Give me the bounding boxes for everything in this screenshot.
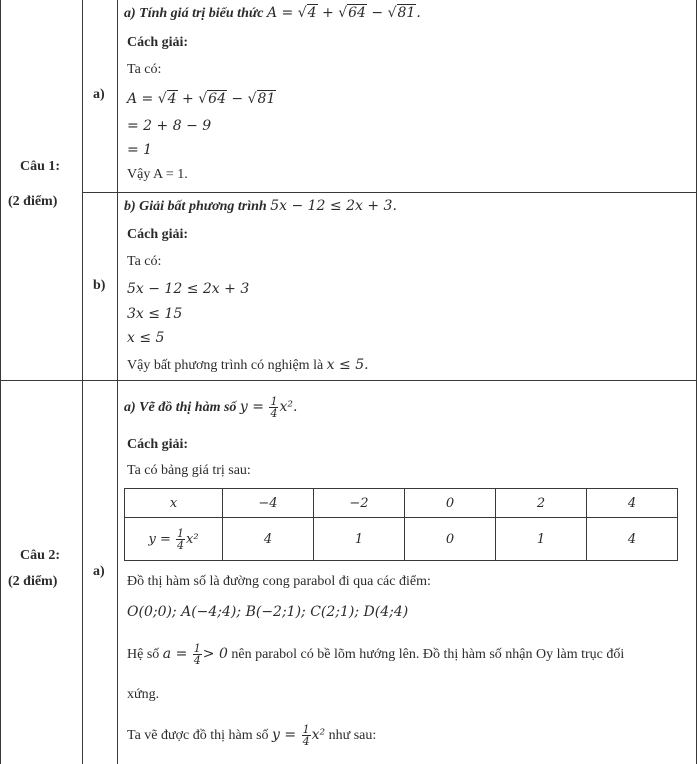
q1a-conclusion: Vậy A = 1. [127, 167, 188, 182]
value-table-cell: 1 [314, 518, 405, 561]
q2a-draw-line: Ta vẽ được đồ thị hàm số y = $\frac{1}{4}$ x² như sau: [127, 722, 377, 748]
q1-label: Câu 1: [20, 159, 61, 174]
q1b-part-label: b) [93, 278, 106, 293]
column-divider-1 [82, 0, 83, 764]
q1-points: (2 điểm) [8, 194, 58, 209]
q1a-step2: = 2 + 8 − 9 [127, 118, 212, 134]
q1a-part-label: a) [93, 87, 105, 102]
q2a-prompt: a) Vẽ đồ thị hàm số y = $\frac{1}{4}$ x². [124, 394, 298, 420]
border-left [0, 0, 1, 764]
value-table-cell: 4 [223, 518, 314, 561]
q1b-step3: x ≤ 5 [127, 330, 165, 346]
value-table-row-y [125, 518, 678, 561]
q1b-method-heading: Cách giải: [127, 227, 189, 242]
q1a-method-heading: Cách giải: [127, 35, 189, 50]
value-table-cell: −2 [314, 489, 405, 518]
value-table-header-x: x [125, 489, 223, 518]
q2a-coefficient-line-2: xứng. [127, 687, 160, 702]
q1b-prompt: b) Giải bất phương trình 5x − 12 ≤ 2x + 3. [124, 198, 397, 214]
q2a-points-list: O(0;0); A(−4;4); B(−2;1); C(2;1); D(4;4) [127, 604, 409, 620]
value-table-row-x [125, 489, 678, 518]
value-table-cell: 1 [496, 518, 587, 561]
q2a-graph-description: Đồ thị hàm số là đường cong parabol đi qua các điểm: [127, 574, 431, 589]
value-table-cell: 4 [587, 518, 678, 561]
value-table-cell: 0 [405, 489, 496, 518]
q1a-step1: A = √4 + √64 − √81 [127, 91, 276, 107]
q1a-intro: Ta có: [127, 62, 162, 77]
column-divider-2 [117, 0, 118, 764]
row-divider-q1-q2 [0, 380, 697, 381]
q2a-part-label: a) [93, 564, 105, 579]
q2a-prompt-fraction: $\frac{1}{4}$ [270, 394, 278, 420]
value-table-cell: 4 [587, 489, 678, 518]
q1b-step2: 3x ≤ 15 [127, 306, 183, 322]
q2a-table-intro: Ta có bảng giá trị sau: [127, 463, 251, 478]
row-divider-1a-1b [82, 192, 697, 193]
q1b-step1: 5x − 12 ≤ 2x + 3 [127, 281, 250, 297]
value-table-cell: −4 [223, 489, 314, 518]
q1b-intro: Ta có: [127, 254, 162, 269]
q1a-step3: = 1 [127, 142, 153, 158]
q2a-method-heading: Cách giải: [127, 437, 189, 452]
q2-label: Câu 2: [20, 548, 61, 563]
value-table-cell: 0 [405, 518, 496, 561]
q2a-coefficient-line: Hệ số a = $\frac{1}{4}$ > 0 nên parabol có bề lõm hướng lên. Đồ thị hàm số nhận Oy làm trục đối [127, 641, 625, 667]
q1a-prompt: a) Tính giá trị biểu thức A = √4 + √64 − √81. [124, 5, 421, 21]
border-right [696, 0, 697, 764]
value-table [124, 488, 678, 561]
value-table-cell: 2 [496, 489, 587, 518]
q2-points: (2 điểm) [8, 574, 58, 589]
q1b-conclusion: Vậy bất phương trình có nghiệm là x ≤ 5. [127, 357, 369, 373]
value-table-header-y: y = $\frac{1}{4}$ x² [125, 518, 223, 561]
